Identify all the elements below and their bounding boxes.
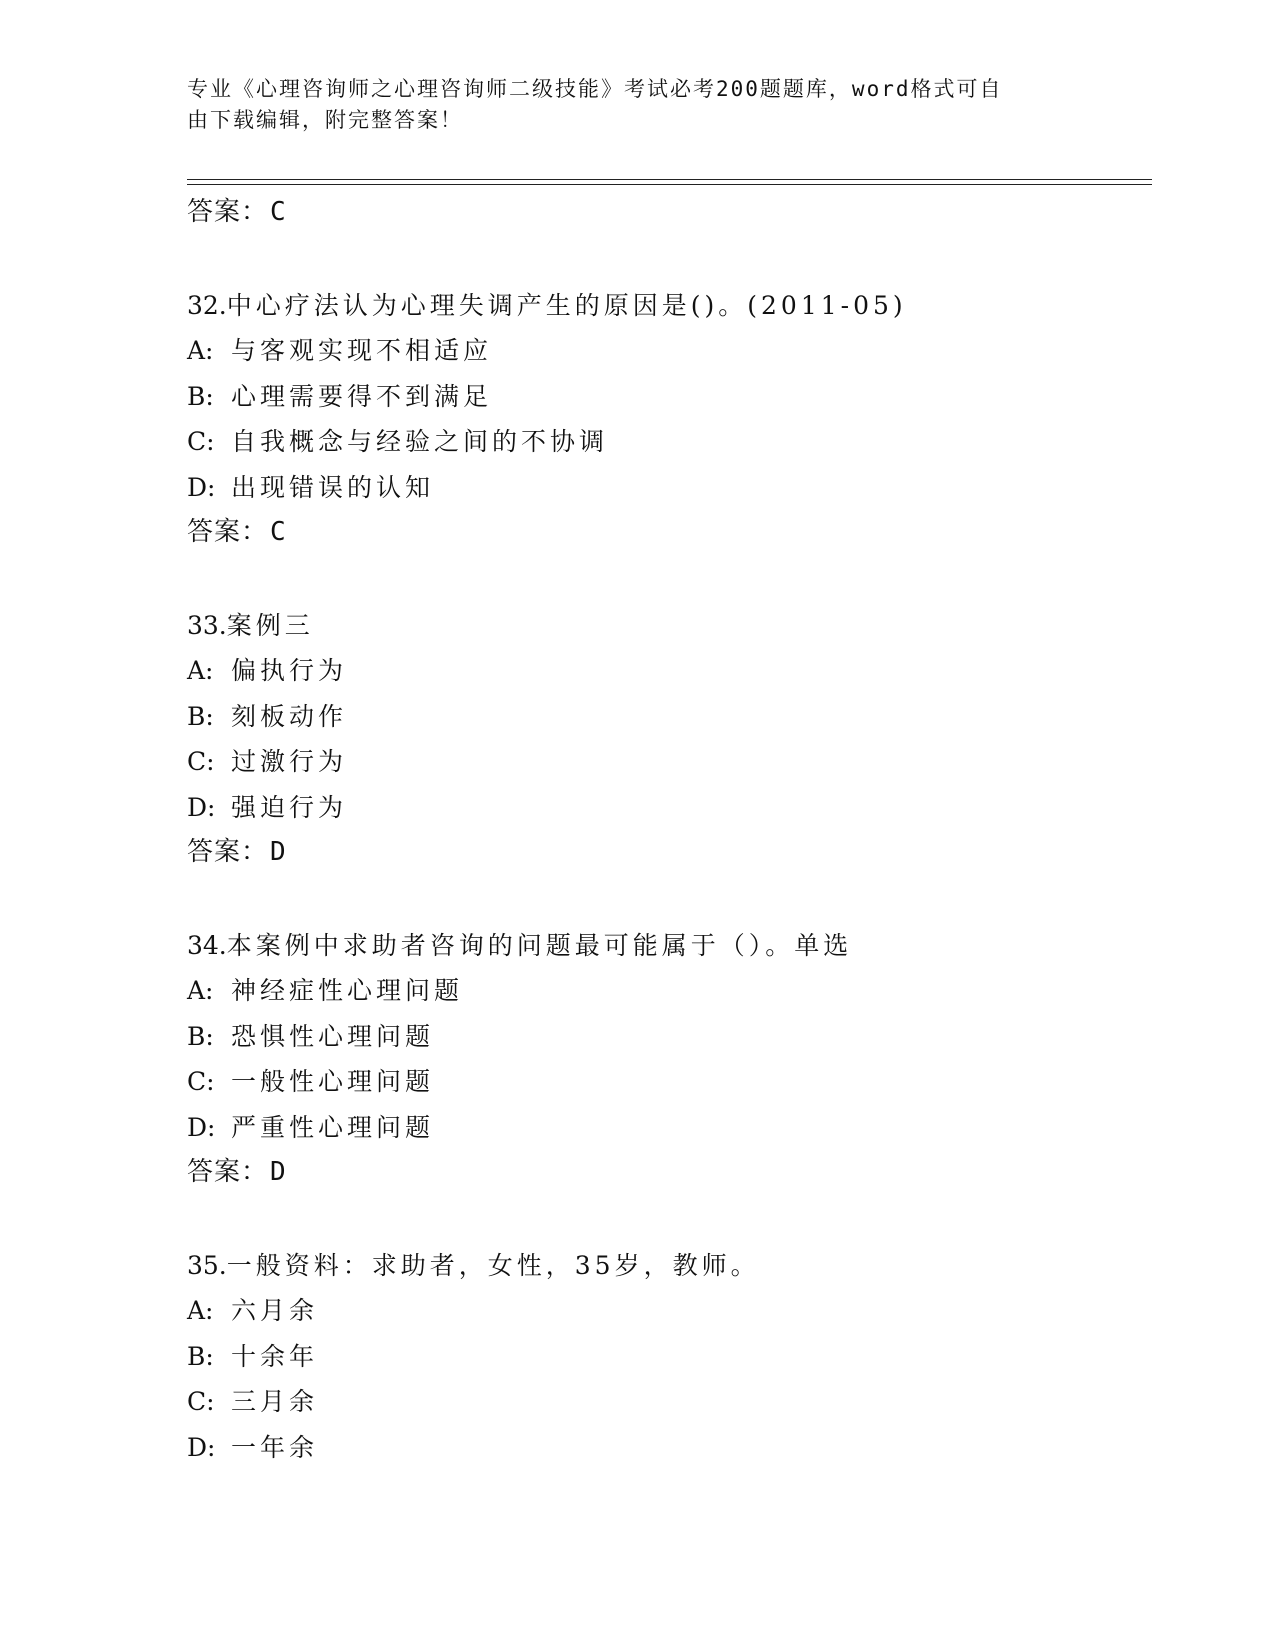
option-b: [187, 694, 1147, 740]
option-text: 自我概念与经验之间的不协调: [231, 427, 609, 456]
option-text: 心理需要得不到满足: [231, 381, 493, 411]
option-text: 神经症性心理问题: [231, 976, 464, 1005]
option-text: 三月余: [231, 1387, 319, 1416]
option-a: [187, 968, 1147, 1014]
question-list: [187, 190, 1147, 1470]
option-key: C:: [187, 747, 215, 776]
option-c: [187, 739, 1147, 785]
answer-line: [187, 190, 1147, 236]
spacer: [187, 1196, 1147, 1243]
option-text: 强迫行为: [231, 792, 348, 822]
question-block: [187, 1243, 1147, 1471]
option-text: 过激行为: [231, 747, 348, 776]
header-line-2: 由下载编辑，附完整答案！: [187, 108, 463, 132]
question-number: 35.: [187, 1250, 227, 1280]
question-stem: 一般资料：求助者，女性，35岁，教师。: [226, 1250, 760, 1280]
header-divider-bottom: [187, 184, 1152, 185]
answer-label: 答案：: [187, 1157, 269, 1187]
answer-value: D: [270, 837, 287, 867]
option-text: 一般性心理问题: [231, 1067, 435, 1096]
option-key: B:: [187, 381, 214, 411]
option-text: 偏执行为: [231, 656, 348, 685]
answer-value: C: [270, 517, 287, 547]
header-line-1: 专业《心理咨询师之心理咨询师二级技能》考试必考200题题库，word格式可自: [187, 77, 1003, 101]
answer-label: 答案：: [187, 837, 269, 867]
option-b: [187, 374, 1147, 420]
option-a: [187, 1288, 1147, 1334]
option-key: D:: [187, 1112, 216, 1142]
option-key: A:: [187, 656, 214, 685]
option-d: [187, 1105, 1147, 1151]
question-text: [187, 923, 1147, 969]
option-key: A:: [187, 1296, 214, 1325]
question-number: 33.: [187, 610, 227, 640]
question-block: [187, 283, 1147, 556]
option-a: [187, 648, 1147, 694]
option-text: 六月余: [231, 1296, 319, 1325]
option-c: [187, 419, 1147, 465]
option-key: C:: [187, 1387, 215, 1416]
option-key: D:: [187, 792, 216, 822]
question-number: 32.: [187, 290, 227, 320]
answer-line: [187, 510, 1147, 556]
question-text: [187, 603, 1147, 649]
option-key: C:: [187, 1067, 215, 1096]
option-d: [187, 465, 1147, 511]
option-b: [187, 1334, 1147, 1380]
question-text: [187, 283, 1147, 329]
answer-value: D: [270, 1157, 287, 1187]
question-text: [187, 1243, 1147, 1289]
spacer: [187, 236, 1147, 283]
option-text: 一年余: [231, 1432, 319, 1462]
header-divider-top: [187, 179, 1152, 180]
option-key: B:: [187, 1341, 214, 1371]
question-stem: 案例三: [226, 610, 314, 640]
option-key: D:: [187, 1432, 216, 1462]
spacer: [187, 876, 1147, 923]
answer-line: [187, 830, 1147, 876]
question-block: [187, 603, 1147, 876]
option-key: C:: [187, 427, 215, 456]
option-key: B:: [187, 701, 214, 731]
option-key: A:: [187, 976, 214, 1005]
option-key: B:: [187, 1021, 214, 1051]
answer-label: 答案：: [187, 517, 269, 547]
option-c: [187, 1059, 1147, 1105]
option-d: [187, 785, 1147, 831]
option-text: 出现错误的认知: [231, 472, 435, 502]
option-text: 与客观实现不相适应: [231, 336, 493, 365]
document-header: [187, 74, 1067, 136]
answer-label: 答案：: [187, 197, 269, 227]
question-number: 34.: [187, 930, 227, 960]
option-key: D:: [187, 472, 216, 502]
question-stem: 本案例中求助者咨询的问题最可能属于（）。单选: [226, 930, 853, 960]
option-text: 恐惧性心理问题: [231, 1021, 435, 1051]
option-text: 十余年: [231, 1341, 319, 1371]
option-b: [187, 1014, 1147, 1060]
question-block: [187, 923, 1147, 1196]
answer-value: C: [270, 197, 287, 227]
answer-line: [187, 1150, 1147, 1196]
option-c: [187, 1379, 1147, 1425]
question-stem: 中心疗法认为心理失调产生的原因是()。(2011-05): [226, 290, 907, 320]
option-text: 严重性心理问题: [231, 1112, 435, 1142]
option-a: [187, 328, 1147, 374]
option-key: A:: [187, 336, 214, 365]
option-text: 刻板动作: [231, 701, 348, 731]
spacer: [187, 556, 1147, 603]
option-d: [187, 1425, 1147, 1471]
